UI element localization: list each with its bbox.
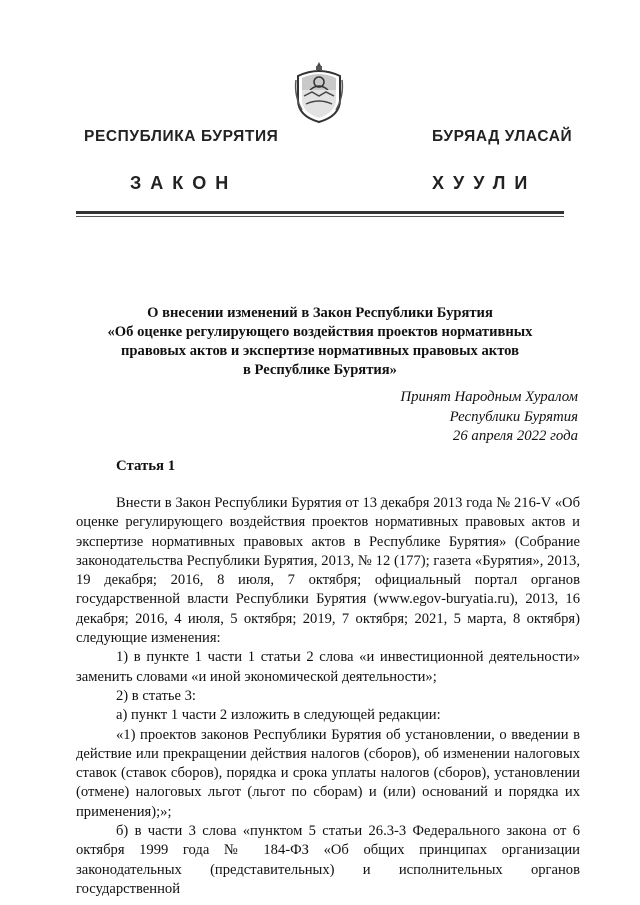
- body-paragraph: 2) в статье 3:: [116, 687, 196, 704]
- law-label-buryat: ХУУЛИ: [432, 173, 537, 193]
- republic-title-buryat: БУРЯАД УЛАСАЙ: [432, 128, 573, 145]
- law-title-line: «Об оценке регулирующего воздействия проектов нормативных: [107, 324, 533, 340]
- article-heading: Статья 1: [116, 458, 176, 474]
- republic-title-russian: РЕСПУБЛИКА БУРЯТИЯ: [84, 128, 279, 145]
- law-title-line: в Республике Бурятия»: [243, 362, 397, 378]
- adoption-note: [400, 388, 578, 447]
- adoption-date: 26 апреля 2022 года: [452, 428, 578, 444]
- body-paragraph: «1) проектов законов Республики Бурятия об установлении, о введении в действие или прекращении действия налогов (сборов), об изменении налоговых ставок (ставок сборов), порядка и срока уплаты налогов (сборов), установлении (отмене) налоговых льгот (льгот по сборам) и (или) оснований и порядка их применения);»;: [76, 726, 580, 820]
- article-body: [76, 494, 580, 899]
- law-label-russian: ЗАКОН: [130, 173, 238, 193]
- adoption-note-line: Принят Народным Хуралом: [400, 389, 578, 405]
- body-paragraph: б) в части 3 слова «пунктом 5 статьи 26.3-3 Федерального закона от 6 октября 1999 года № 184-ФЗ «Об общих принципах организации законодательных (представительных) и исполнительных органов государственной: [76, 823, 580, 897]
- header-divider-thin: [76, 216, 564, 217]
- law-title-line: О внесении изменений в Закон Республики Бурятия: [147, 305, 493, 321]
- body-paragraph: а) пункт 1 части 2 изложить в следующей редакции:: [116, 707, 441, 724]
- body-paragraph: 1) в пункте 1 части 1 статьи 2 слова «и инвестиционной деятельности» заменить словами «и иной экономической деятельности»;: [76, 649, 580, 685]
- body-paragraph: Внести в Закон Республики Бурятия от 13 декабря 2013 года № 216-V «Об оценке регулирующего воздействия проектов нормативных правовых актов и экспертизе нормативных правовых актов в Республике Бурятия» (Собрание законодательства Республики Бурятия, 2013, № 12 (177); газета «Бурятия», 2013, 19 декабря; 2016, 8 июля, 7 октября; официальный портал органов государственной власти Республики Бурятия (www.egov-buryatia.ru), 2013, 16 декабря; 2016, 4 июля, 5 октября; 2019, 7 октября; 2021, 5 марта, 8 октября) следующие изменения:: [76, 495, 580, 647]
- law-title: [76, 304, 564, 380]
- header-divider-thick: [76, 211, 564, 214]
- law-title-line: правовых актов и экспертизе нормативных правовых актов: [121, 343, 519, 359]
- coat-of-arms-icon: [292, 60, 346, 124]
- adoption-note-line: Республики Бурятия: [449, 408, 578, 425]
